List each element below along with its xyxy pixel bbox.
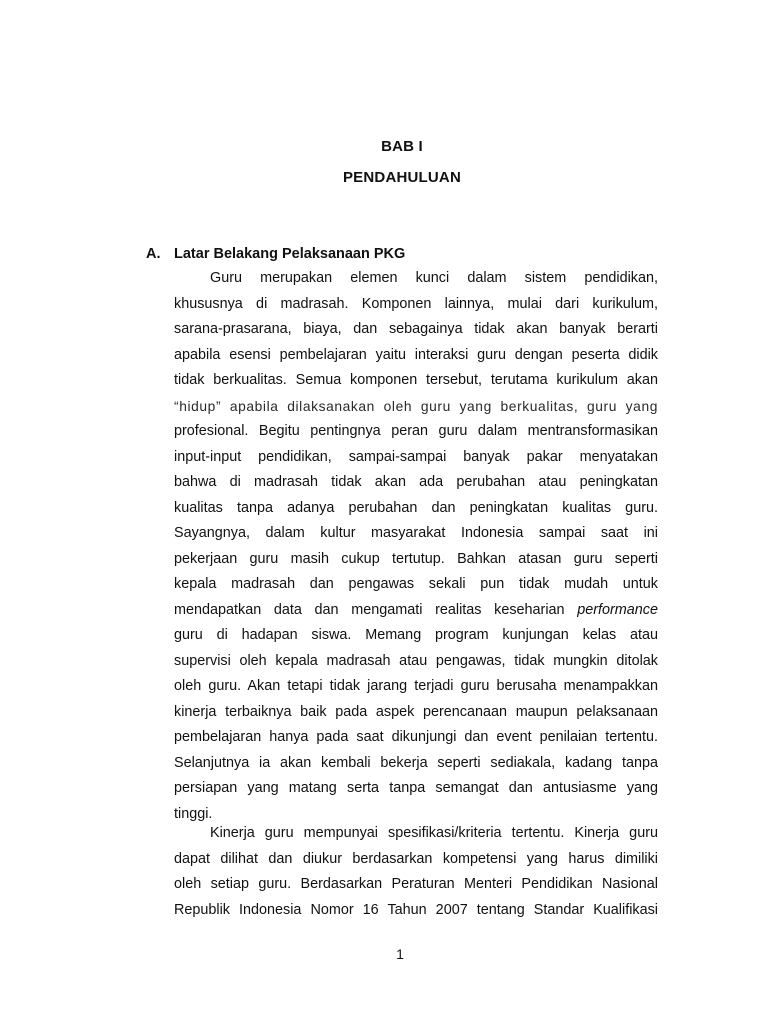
section-letter: A. <box>146 246 161 262</box>
text-line: kualitas tanpa adanya perubahan dan peningkatan kualitas guru. <box>174 499 658 516</box>
text-line: kinerja terbaiknya baik pada aspek perencanaan maupun pelaksanaan <box>174 703 658 720</box>
paragraph-1 <box>174 266 658 827</box>
text-line: profesional. Begitu pentingnya peran guru dalam mentransformasikan <box>174 423 658 439</box>
text-line: tinggi. <box>174 805 213 822</box>
text-line: sarana-prasarana, biaya, dan sebagainya tidak akan banyak berarti <box>174 321 658 337</box>
text-line: pembelajaran hanya pada saat dikunjungi dan event penilaian tertentu. <box>174 729 658 745</box>
text-line: persiapan yang matang serta tanpa semangat dan antusiasme yang <box>174 780 658 796</box>
text-line: khususnya di madrasah. Komponen lainnya, mulai dari kurikulum, <box>174 295 658 312</box>
text-line: kepala madrasah dan pengawas sekali pun tidak mudah untuk <box>174 576 658 592</box>
chapter-number: BAB I <box>381 138 423 155</box>
page-number: 1 <box>396 946 404 962</box>
text-line: “hidup” apabila dilaksanakan oleh guru yang berkualitas, guru yang <box>174 398 658 414</box>
text-line: input-input pendidikan, sampai-sampai banyak pakar menyatakan <box>174 448 658 465</box>
text-line: Republik Indonesia Nomor 16 Tahun 2007 tentang Standar Kualifikasi <box>174 901 658 918</box>
italic-term: performance <box>577 601 658 618</box>
text-segment: mendapatkan data dan mengamati realitas keseharian <box>174 601 565 618</box>
text-line: dapat dilihat dan diukur berdasarkan kompetensi yang harus dimiliki <box>174 850 658 867</box>
text-line: oleh setiap guru. Berdasarkan Peraturan Menteri Pendidikan Nasional <box>174 876 658 892</box>
text-line: Kinerja guru mempunyai spesifikasi/kriteria tertentu. Kinerja guru <box>210 825 658 841</box>
text-line: oleh guru. Akan tetapi tidak jarang terjadi guru berusaha menampakkan <box>174 678 658 694</box>
chapter-title: PENDAHULUAN <box>342 169 462 186</box>
text-line: Sayangnya, dalam kultur masyarakat Indonesia sampai saat ini <box>174 525 658 541</box>
text-line: pekerjaan guru masih cukup tertutup. Bahkan atasan guru seperti <box>174 550 658 567</box>
section-title: Latar Belakang Pelaksanaan PKG <box>174 246 406 262</box>
text-line-with-italic <box>174 598 658 624</box>
section-heading <box>146 246 405 262</box>
text-line: guru di hadapan siswa. Memang program kunjungan kelas atau <box>174 627 658 643</box>
text-line: bahwa di madrasah tidak akan ada perubahan atau peningkatan <box>174 474 658 490</box>
text-line: supervisi oleh kepala madrasah atau pengawas, tidak mungkin ditolak <box>174 652 658 669</box>
paragraph-2 <box>174 821 658 923</box>
text-line: Guru merupakan elemen kunci dalam sistem pendidikan, <box>210 270 658 286</box>
text-line: Selanjutnya ia akan kembali bekerja seperti sediakala, kadang tanpa <box>174 754 658 771</box>
text-line: apabila esensi pembelajaran yaitu interaksi guru dengan peserta didik <box>174 346 658 363</box>
text-line: tidak berkualitas. Semua komponen tersebut, terutama kurikulum akan <box>174 372 658 388</box>
